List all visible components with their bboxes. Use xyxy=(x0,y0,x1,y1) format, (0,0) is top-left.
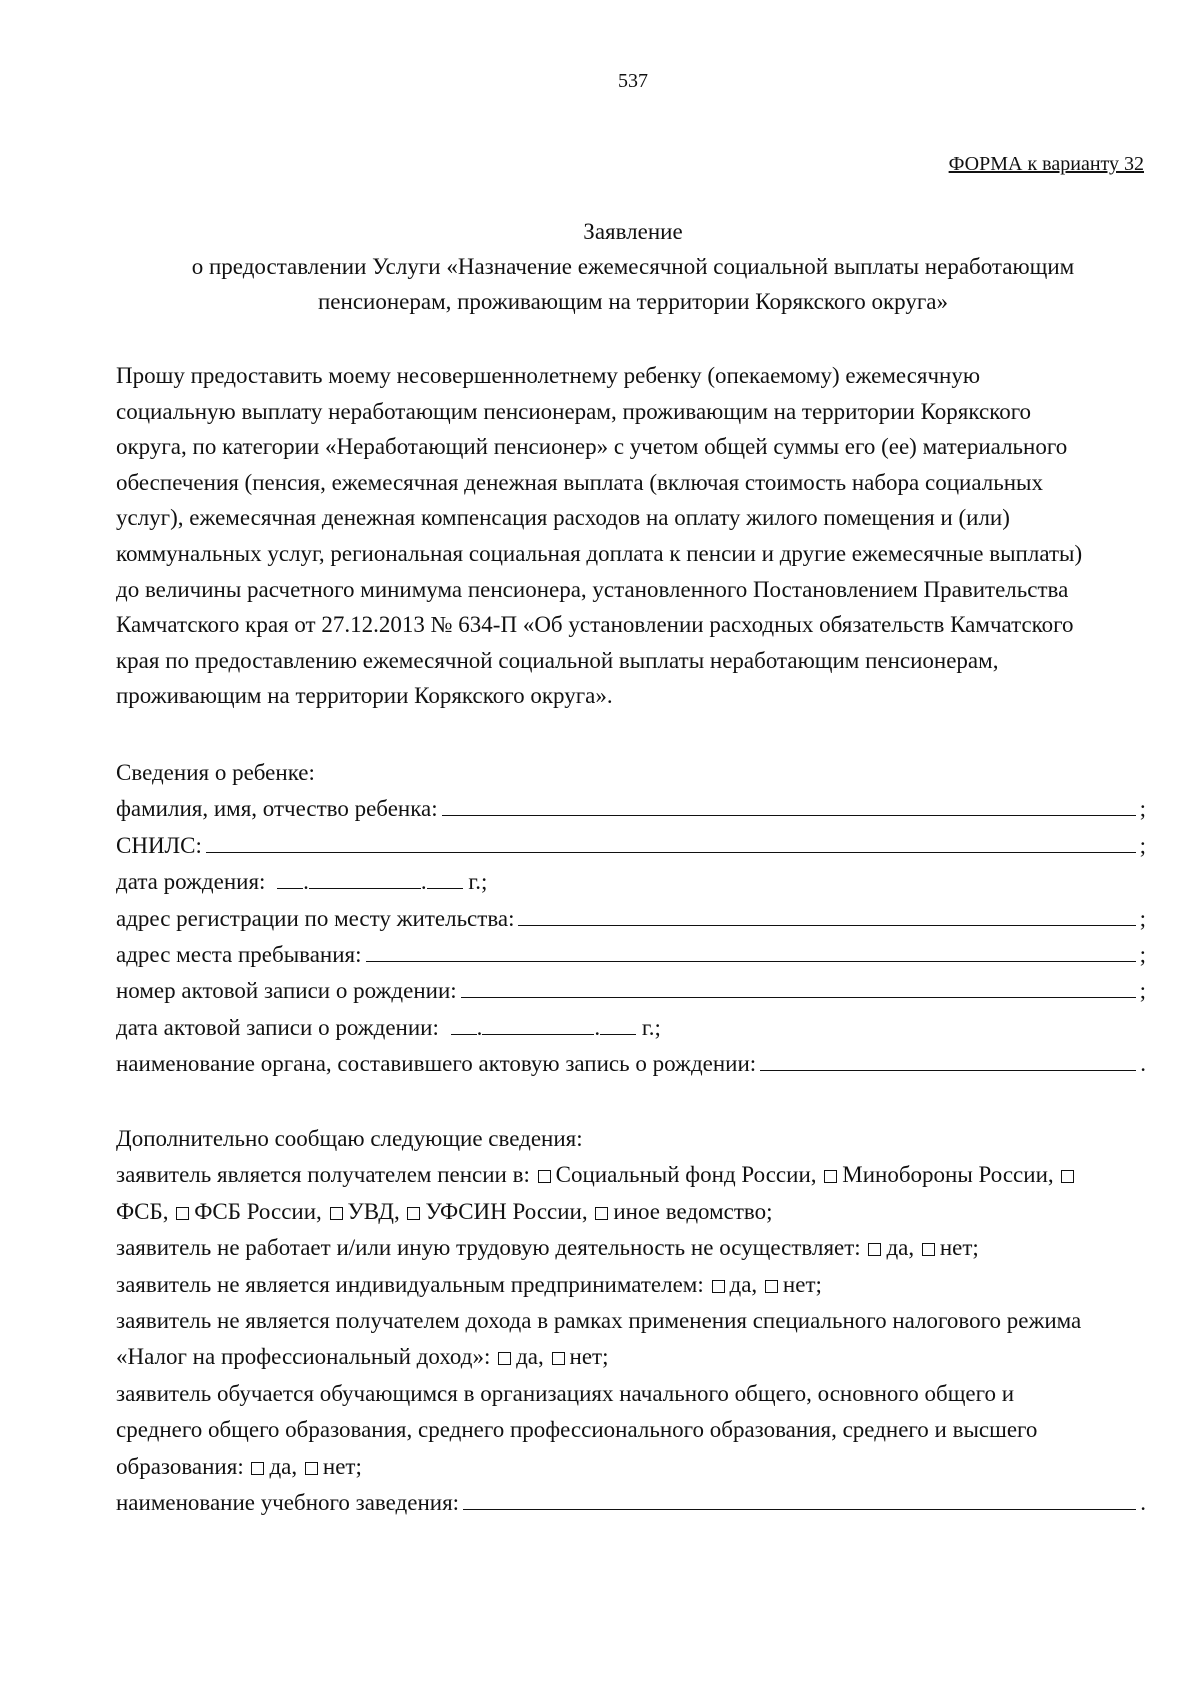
not-working-label: заявитель не работает и/или иную трудовую деятельность не осуществляет: xyxy=(116,1235,861,1261)
record-org-row xyxy=(116,1046,1146,1082)
record-number-field[interactable] xyxy=(461,973,1136,998)
date-separator: . xyxy=(420,869,427,895)
separator: . xyxy=(1140,1051,1146,1077)
checkbox-uvd[interactable] xyxy=(330,1207,343,1220)
reg-address-field[interactable] xyxy=(518,901,1135,926)
date-separator: . xyxy=(476,1014,483,1040)
npd-label: «Налог на профессиональный доход»: xyxy=(116,1344,491,1370)
intro-line: коммунальных услуг, региональная социальная доплата к пенсии и другие ежемесячные выплаты) xyxy=(116,540,1083,566)
no-label: нет; xyxy=(939,1235,979,1261)
record-year-field[interactable] xyxy=(600,1012,636,1035)
pension-row-continued xyxy=(116,1194,1146,1230)
checkbox-not-working-yes[interactable] xyxy=(868,1243,881,1256)
child-fio-row xyxy=(116,791,1146,827)
document-title xyxy=(100,214,1166,319)
record-number-row xyxy=(116,973,1146,1009)
separator: ; xyxy=(1139,978,1146,1004)
separator: . xyxy=(1140,1489,1146,1515)
intro-line: услуг), ежемесячная денежная компенсация расходов на оплату жилого помещения и (или) xyxy=(116,505,1010,531)
yes-label: да, xyxy=(269,1453,298,1479)
student-row-line-1: заявитель обучается обучающимся в организациях начального общего, основного общего и xyxy=(116,1380,1015,1406)
no-label: нет; xyxy=(322,1453,362,1479)
year-suffix: г.; xyxy=(468,869,488,895)
title-line-2: о предоставлении Услуги «Назначение ежемесячной социальной выплаты неработающим xyxy=(191,254,1075,279)
stay-address-row xyxy=(116,937,1146,973)
stay-address-field[interactable] xyxy=(366,937,1136,962)
separator: ; xyxy=(1139,832,1146,858)
yes-label: да, xyxy=(729,1271,758,1297)
form-reference: ФОРМА к варианту 32 xyxy=(948,153,1144,175)
checkbox-not-entrepreneur-yes[interactable] xyxy=(712,1280,725,1293)
checkbox-student-yes[interactable] xyxy=(251,1462,264,1475)
intro-line: до величины расчетного минимума пенсионера, установленного Постановлением Правительства xyxy=(116,576,1069,602)
additional-info-heading: Дополнительно сообщаю следующие сведения: xyxy=(116,1126,583,1151)
title-line-3: пенсионерам, проживающим на территории Корякского округа» xyxy=(318,289,948,314)
school-name-row xyxy=(116,1485,1146,1521)
option-fsb: ФСБ, xyxy=(116,1198,169,1224)
student-row-line-3 xyxy=(116,1449,1146,1485)
title-line-1: Заявление xyxy=(583,219,683,244)
checkbox-npd-yes[interactable] xyxy=(498,1352,511,1365)
school-name-label: наименование учебного заведения: xyxy=(116,1489,460,1515)
intro-line: Прошу предоставить моему несовершеннолетнему ребенку (опекаемому) ежемесячную xyxy=(116,363,981,388)
separator: ; xyxy=(1139,941,1146,967)
school-name-field[interactable] xyxy=(463,1485,1136,1510)
record-month-field[interactable] xyxy=(482,1012,594,1035)
npd-row-line-1: заявитель не является получателем дохода в рамках применения специального налогового режима xyxy=(116,1307,1082,1333)
pension-label: заявитель является получателем пенсии в: xyxy=(116,1162,530,1188)
not-working-row xyxy=(116,1230,1146,1266)
option-defense-ministry: Минобороны России, xyxy=(842,1162,1054,1188)
intro-line: округа, по категории «Неработающий пенсионер» с учетом общей суммы его (ее) материального xyxy=(116,434,1068,460)
reg-address-row xyxy=(116,901,1146,937)
checkbox-defense-ministry[interactable] xyxy=(824,1170,837,1183)
stay-address-label: адрес места пребывания: xyxy=(116,941,362,967)
birth-day-field[interactable] xyxy=(277,866,303,889)
date-separator: . xyxy=(594,1014,601,1040)
year-suffix: г.; xyxy=(641,1014,661,1040)
record-org-field[interactable] xyxy=(760,1046,1136,1071)
intro-line: Камчатского края от 27.12.2013 № 634-П «Об установлении расходных обязательств Камчатского xyxy=(116,612,1074,638)
checkbox-not-working-no[interactable] xyxy=(922,1243,935,1256)
checkbox-ufsin[interactable] xyxy=(407,1207,420,1220)
record-date-label: дата актовой записи о рождении: xyxy=(116,1014,439,1040)
date-separator: . xyxy=(303,869,309,895)
checkbox-other-agency[interactable] xyxy=(595,1207,608,1220)
option-social-fund: Социальный фонд России, xyxy=(555,1162,817,1188)
no-label: нет; xyxy=(782,1271,822,1297)
child-fio-field[interactable] xyxy=(442,791,1136,816)
yes-label: да, xyxy=(886,1235,915,1261)
intro-line: социальную выплату неработающим пенсионерам, проживающим на территории Корякского xyxy=(116,398,1032,424)
intro-line: проживающим на территории Корякского округа». xyxy=(116,683,613,709)
npd-row-line-2 xyxy=(116,1339,1146,1375)
record-day-field[interactable] xyxy=(451,1012,477,1035)
birth-month-field[interactable] xyxy=(309,866,421,889)
student-row-line-2: среднего общего образования, среднего профессионального образования, среднего и высшего xyxy=(116,1417,1038,1443)
record-date-row xyxy=(116,1010,1146,1046)
snils-label: СНИЛС: xyxy=(116,832,202,858)
child-fio-label: фамилия, имя, отчество ребенка: xyxy=(116,796,438,822)
child-info-heading: Сведения о ребенке: xyxy=(116,760,315,785)
intro-line: края по предоставлению ежемесячной социальной выплаты неработающим пенсионерам, xyxy=(116,647,999,673)
no-label: нет; xyxy=(569,1344,609,1370)
separator: ; xyxy=(1139,905,1146,931)
not-entrepreneur-row xyxy=(116,1267,1146,1303)
intro-line: обеспечения (пенсия, ежемесячная денежная выплата (включая стоимость набора социальных xyxy=(116,469,1043,495)
pension-row xyxy=(116,1157,1146,1193)
record-number-label: номер актовой записи о рождении: xyxy=(116,978,457,1004)
birth-date-row xyxy=(116,864,1146,900)
checkbox-not-entrepreneur-no[interactable] xyxy=(765,1280,778,1293)
checkbox-fsb-russia[interactable] xyxy=(176,1207,189,1220)
birth-date-label: дата рождения: xyxy=(116,869,266,895)
checkbox-student-no[interactable] xyxy=(305,1462,318,1475)
option-ufsin: УФСИН России, xyxy=(425,1198,588,1224)
checkbox-social-fund[interactable] xyxy=(538,1170,551,1183)
reg-address-label: адрес регистрации по месту жительства: xyxy=(116,905,515,931)
checkbox-npd-no[interactable] xyxy=(552,1352,565,1365)
additional-info-section xyxy=(116,1121,1146,1521)
child-info-section xyxy=(116,755,1146,1083)
snils-row xyxy=(116,828,1146,864)
option-uvd: УВД, xyxy=(347,1198,400,1224)
student-label: образования: xyxy=(116,1453,244,1479)
intro-paragraph xyxy=(116,358,1146,714)
snils-field[interactable] xyxy=(206,828,1136,853)
yes-label: да, xyxy=(516,1344,544,1370)
not-entrepreneur-label: заявитель не является индивидуальным предпринимателем: xyxy=(116,1271,704,1297)
birth-year-field[interactable] xyxy=(427,866,463,889)
separator: ; xyxy=(1139,796,1146,822)
checkbox-fsb[interactable] xyxy=(1061,1170,1074,1183)
record-org-label: наименование органа, составившего актовую запись о рождении: xyxy=(116,1051,757,1077)
option-fsb-russia: ФСБ России, xyxy=(194,1198,322,1224)
page-number: 537 xyxy=(618,70,648,92)
option-other-agency: иное ведомство; xyxy=(613,1198,773,1224)
